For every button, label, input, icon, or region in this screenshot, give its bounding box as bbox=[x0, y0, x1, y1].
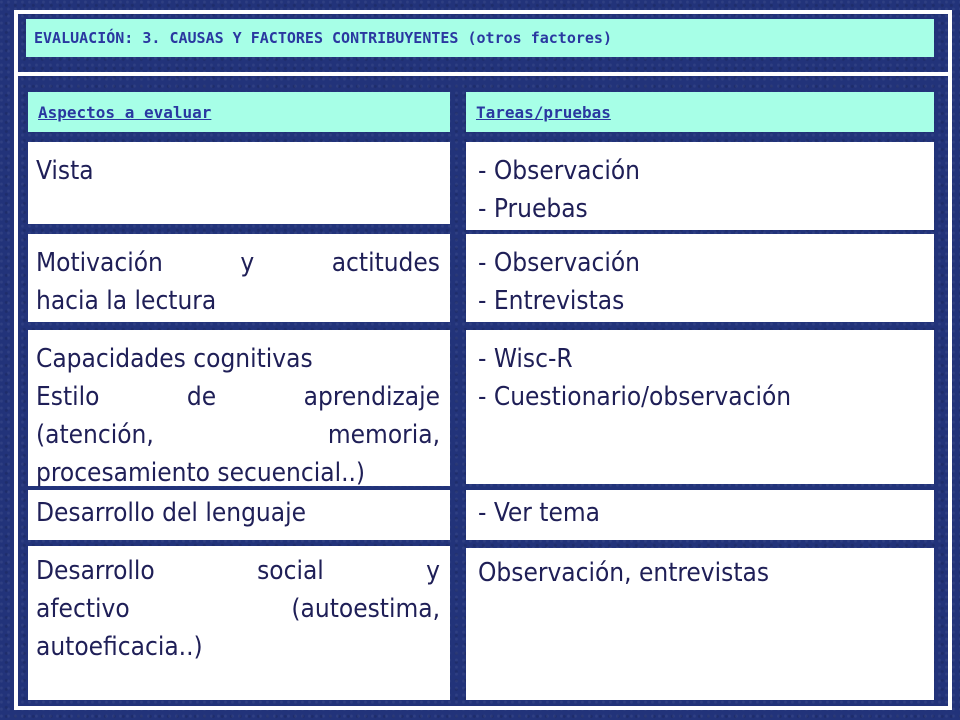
aspect-line: autoeficacia..) bbox=[36, 632, 203, 662]
column-header-tasks: Tareas/pruebas bbox=[466, 92, 934, 132]
aspect-cell-social bbox=[28, 546, 450, 700]
tasks-cell-social bbox=[466, 548, 934, 700]
aspect-cell-vista bbox=[28, 142, 450, 224]
aspect-line: Estilo de aprendizaje bbox=[36, 382, 440, 412]
tasks-cell-vista bbox=[466, 142, 934, 230]
aspect-line: Desarrollo social y bbox=[36, 556, 440, 586]
aspect-line: (atención, memoria, bbox=[36, 420, 440, 450]
aspect-line: procesamiento secuencial..) bbox=[36, 458, 366, 488]
task-line: Observación, entrevistas bbox=[478, 558, 770, 588]
task-line: - Observación bbox=[478, 248, 640, 278]
aspect-line: Vista bbox=[36, 156, 94, 186]
column-header-aspects: Aspectos a evaluar bbox=[28, 92, 450, 132]
task-line: - Pruebas bbox=[478, 194, 588, 224]
task-line: - Cuestionario/observación bbox=[478, 382, 792, 412]
slide-title: EVALUACIÓN: 3. CAUSAS Y FACTORES CONTRIBUYENTES (otros factores) bbox=[26, 19, 934, 57]
task-line: - Ver tema bbox=[478, 498, 600, 528]
task-line: - Entrevistas bbox=[478, 286, 625, 316]
tasks-cell-lenguaje bbox=[466, 490, 934, 540]
tasks-cell-motivacion bbox=[466, 234, 934, 322]
task-line: - Observación bbox=[478, 156, 640, 186]
aspect-cell-motivacion bbox=[28, 234, 450, 322]
frame-divider bbox=[14, 72, 952, 76]
aspect-cell-capacidades bbox=[28, 330, 450, 486]
aspect-line: Capacidades cognitivas bbox=[36, 344, 313, 374]
aspect-line: hacia la lectura bbox=[36, 286, 217, 316]
aspect-cell-lenguaje bbox=[28, 490, 450, 540]
aspect-line: afectivo (autoestima, bbox=[36, 594, 440, 624]
aspect-line: Desarrollo del lenguaje bbox=[36, 498, 306, 528]
tasks-cell-capacidades bbox=[466, 330, 934, 484]
task-line: - Wisc-R bbox=[478, 344, 573, 374]
aspect-line: Motivación y actitudes bbox=[36, 248, 440, 278]
